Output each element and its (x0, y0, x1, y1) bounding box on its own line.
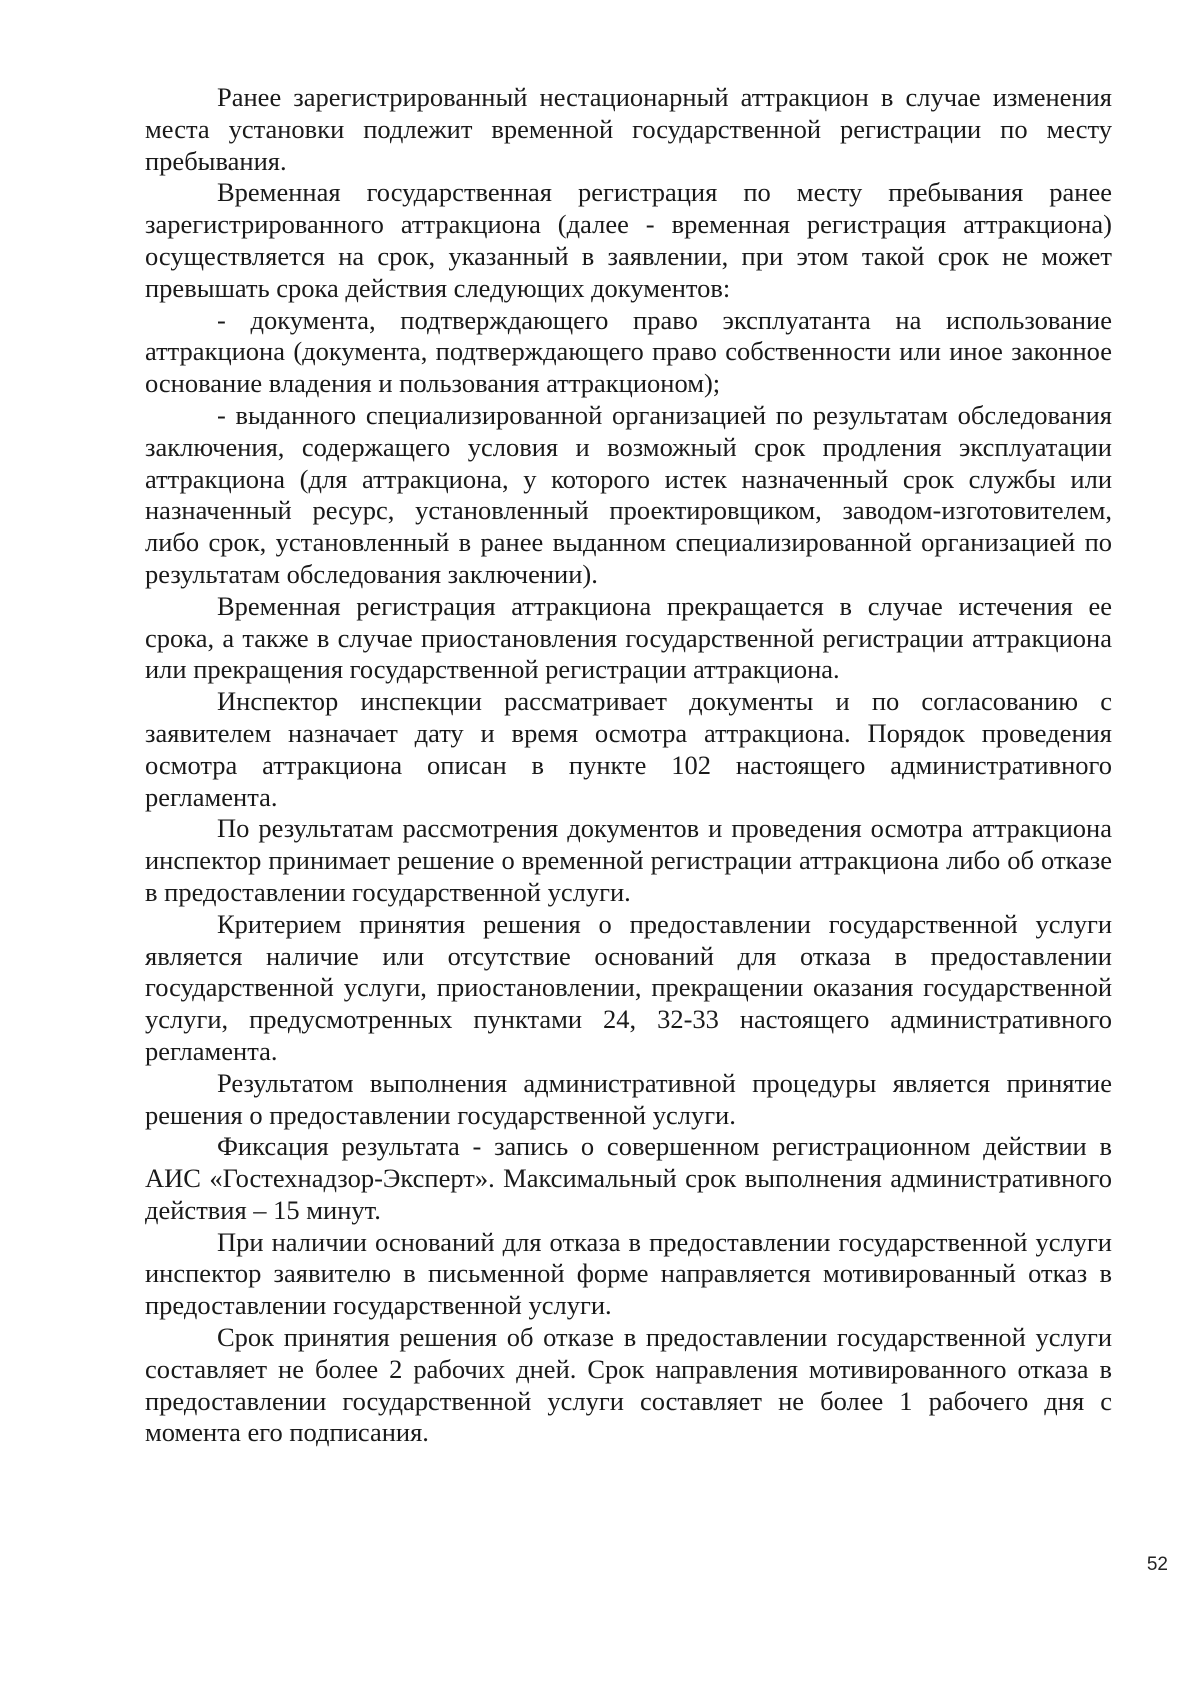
page-number: 52 (1146, 1554, 1168, 1575)
paragraph-5: Временная регистрация аттракциона прекращается в случае истечения ее срока, а также в случае приостановления государственной регистрации аттракциона или прекращения государственной регистрации аттракциона. (145, 590, 1112, 685)
paragraph-3: - документа, подтверждающего право эксплуатанта на использование аттракциона (документа, подтверждающего право собственности или иное законное основание владения и пользования аттракционом); (145, 304, 1112, 399)
paragraph-7: По результатам рассмотрения документов и проведения осмотра аттракциона инспектор принимает решение о временной регистрации аттракциона либо об отказе в предоставлении государственной услуги. (145, 813, 1112, 907)
paragraph-4: - выданного специализированной организацией по результатам обследования заключения, содержащего условия и возможный срок продления эксплуатации аттракциона (для аттракциона, у которого истек назначенный срок службы или назначенный ресурс, установленный проектировщиком, заводом-изготовителем, либо срок, установленный в ранее выданном специализированной организацией по результатам обследования заключении). (145, 399, 1112, 589)
paragraph-8: Критерием принятия решения о предоставлении государственной услуги является наличие или отсутствие оснований для отказа в предоставлении государственной услуги, приостановлении, прекращении оказания государственной услуги, предусмотренных пунктами 24, 32-33 настоящего административного регламента. (145, 908, 1112, 1066)
paragraph-2: Временная государственная регистрация по месту пребывания ранее зарегистрированного аттракциона (далее - временная регистрация аттракциона) осуществляется на срок, указанный в заявлении, при этом такой срок не может превышать срока действия следующих документов: (145, 177, 1112, 303)
document-body (145, 82, 1112, 1449)
paragraph-10: Фиксация результата - запись о совершенном регистрационном действии в АИС «Гостехнадзор-Эксперт». Максимальный срок выполнения административного действия – 15 минут. (145, 1131, 1112, 1225)
paragraph-12: Срок принятия решения об отказе в предоставлении государственной услуги составляет не более 2 рабочих дней. Срок направления мотивированного отказа в предоставлении государственной услуги составляет не более 1 рабочего дня с момента его подписания. (145, 1322, 1112, 1448)
paragraph-9: Результатом выполнения административной процедуры является принятие решения о предоставлении государственной услуги. (145, 1067, 1112, 1130)
paragraph-6: Инспектор инспекции рассматривает документы и по согласованию с заявителем назначает дату и время осмотра аттракциона. Порядок проведения осмотра аттракциона описан в пункте 102 настоящего административного регламента. (145, 686, 1112, 812)
paragraph-11: При наличии оснований для отказа в предоставлении государственной услуги инспектор заявителю в письменной форме направляется мотивированный отказ в предоставлении государственной услуги. (145, 1226, 1112, 1321)
paragraph-1: Ранее зарегистрированный нестационарный аттракцион в случае изменения места установки подлежит временной государственной регистрации по месту пребывания. (145, 82, 1112, 176)
